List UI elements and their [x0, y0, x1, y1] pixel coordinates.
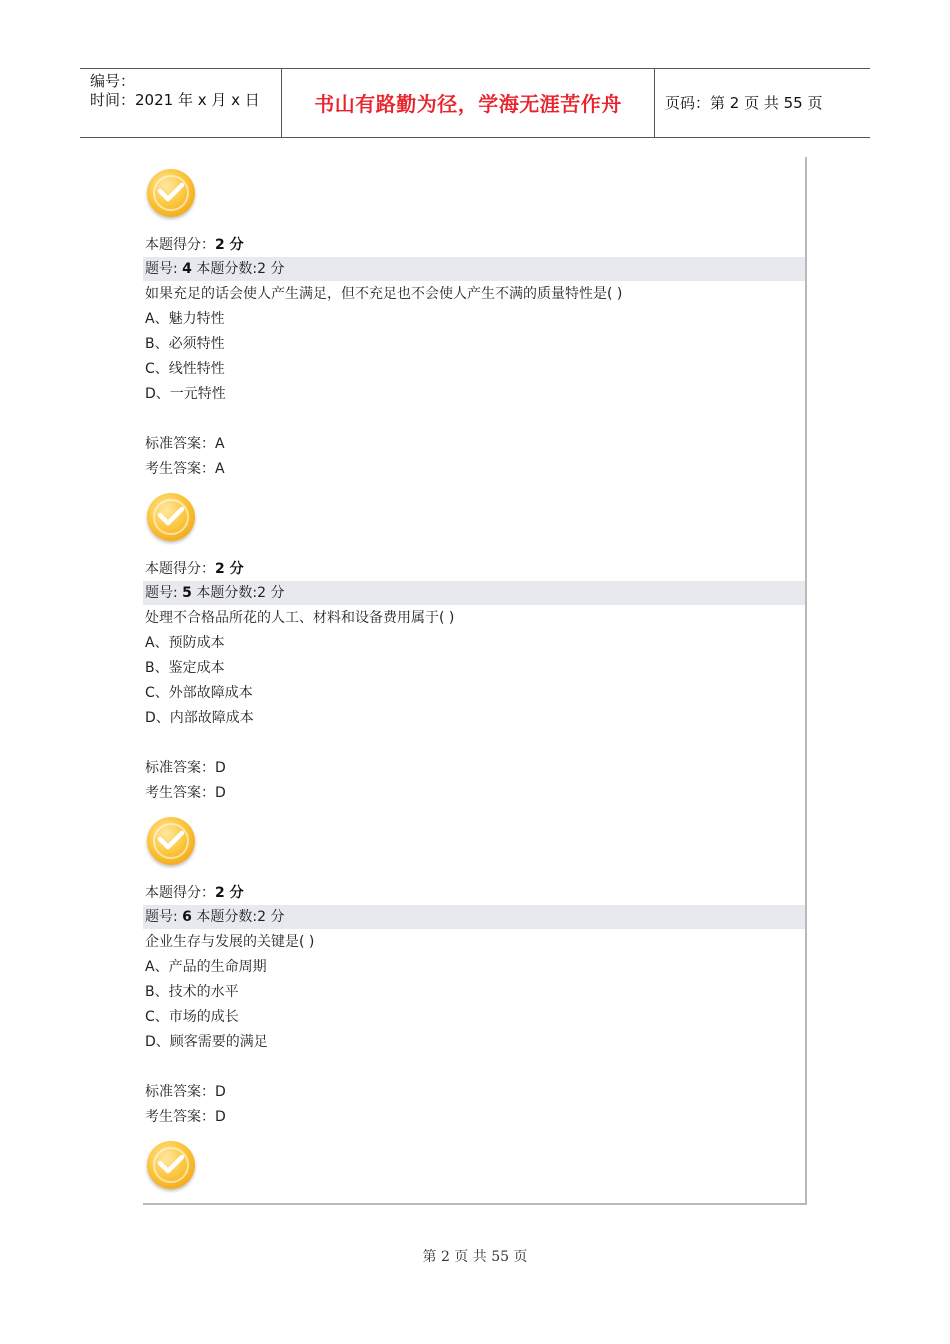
exam-panel	[143, 157, 807, 1205]
option-a: A、魅力特性	[145, 311, 225, 327]
question-number: 6	[182, 909, 192, 925]
option-a: A、预防成本	[145, 635, 225, 651]
score-value: 2 分	[215, 885, 244, 901]
question-header	[143, 905, 805, 929]
student-answer: 考生答案：A	[145, 461, 225, 477]
question-header	[143, 257, 805, 281]
number-label: 编号：	[90, 72, 136, 90]
correct-check-icon	[147, 169, 195, 217]
option-b: B、鉴定成本	[145, 660, 225, 676]
motto: 书山有路勤为径，学海无涯苦作舟	[314, 92, 622, 116]
page-footer: 第 2 页 共 55 页	[422, 1249, 528, 1265]
score-label: 本题得分：	[145, 237, 215, 253]
question-number: 5	[182, 585, 192, 601]
question-points: 本题分数:2 分	[191, 585, 285, 601]
question-header	[143, 581, 805, 605]
header-page-cell	[655, 69, 870, 137]
question-text: 处理不合格品所花的人工、材料和设备费用属于( )	[145, 610, 455, 626]
score-line	[143, 557, 805, 581]
question-number-label: 题号:	[145, 909, 183, 925]
correct-check-icon	[147, 817, 195, 865]
option-c: C、外部故障成本	[145, 685, 253, 701]
score-label: 本题得分：	[145, 561, 215, 577]
question-points: 本题分数:2 分	[191, 909, 285, 925]
question-text: 企业生存与发展的关键是( )	[145, 934, 315, 950]
score-value: 2 分	[215, 561, 244, 577]
document-header	[80, 68, 870, 138]
score-label: 本题得分：	[145, 885, 215, 901]
score-line	[143, 233, 805, 257]
option-c: C、线性特性	[145, 361, 225, 377]
question-number: 4	[182, 261, 192, 277]
option-b: B、必须特性	[145, 336, 225, 352]
score-line	[143, 881, 805, 905]
option-d: D、内部故障成本	[145, 710, 254, 726]
question-points: 本题分数:2 分	[191, 261, 285, 277]
score-value: 2 分	[215, 237, 244, 253]
page-info: 页码：第 2 页 共 55 页	[665, 94, 823, 112]
standard-answer: 标准答案：D	[145, 760, 226, 776]
correct-check-icon	[147, 1141, 195, 1189]
standard-answer: 标准答案：A	[145, 436, 225, 452]
date-label: 时间：2021 年 x 月 x 日	[90, 91, 260, 109]
option-d: D、一元特性	[145, 386, 226, 402]
header-motto-cell	[282, 69, 655, 137]
option-c: C、市场的成长	[145, 1009, 239, 1025]
question-text: 如果充足的话会使人产生满足，但不充足也不会使人产生不满的质量特性是( )	[145, 286, 623, 302]
option-b: B、技术的水平	[145, 984, 239, 1000]
student-answer: 考生答案：D	[145, 1109, 226, 1125]
correct-check-icon	[147, 493, 195, 541]
question-number-label: 题号:	[145, 585, 183, 601]
option-d: D、顾客需要的满足	[145, 1034, 268, 1050]
question-number-label: 题号:	[145, 261, 183, 277]
option-a: A、产品的生命周期	[145, 959, 267, 975]
student-answer: 考生答案：D	[145, 785, 226, 801]
standard-answer: 标准答案：D	[145, 1084, 226, 1100]
header-meta-cell	[80, 69, 282, 137]
